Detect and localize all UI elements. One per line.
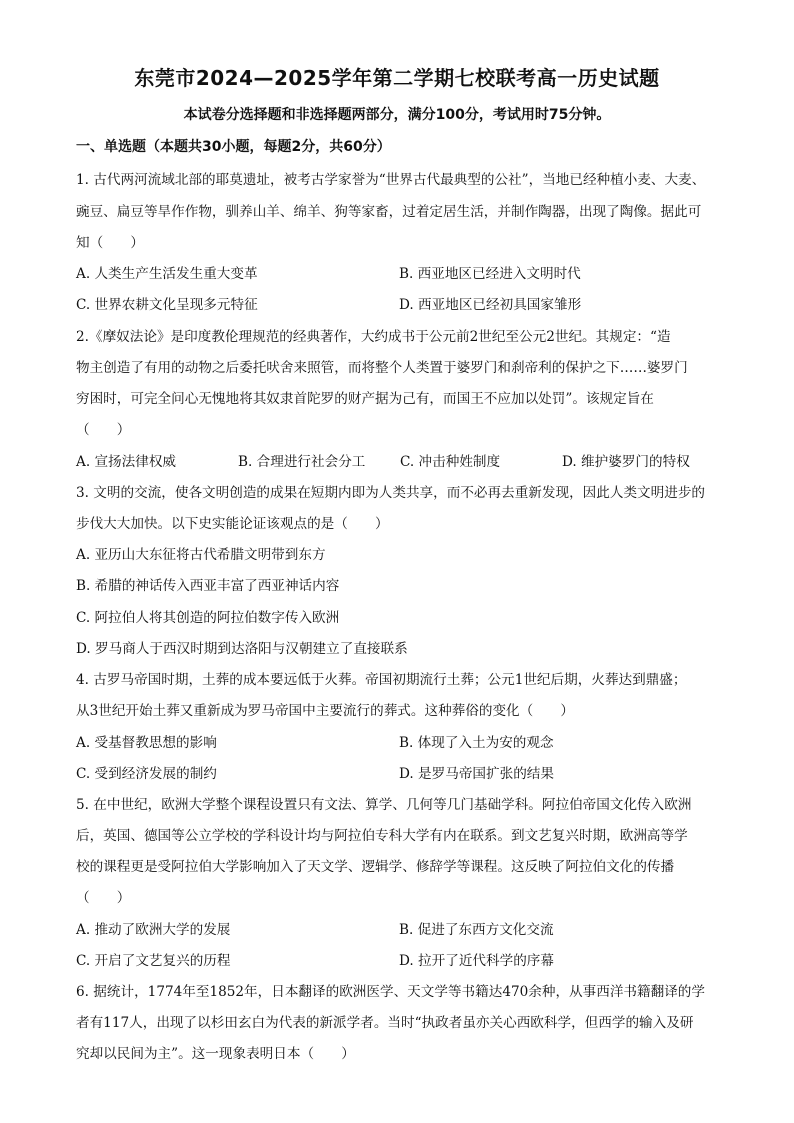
question-4-line-1: 4. 古罗马帝国时期，土葬的成本要远低于火葬。帝国初期流行土葬；公元1世纪后期，火葬达到鼎盛；: [76, 672, 687, 688]
question-2-line-4: （ ）: [76, 422, 131, 438]
question-3-option-d: D. 罗马商人于西汉时期到达洛阳与汉朝建立了直接联系: [76, 641, 408, 657]
question-2-option-a: A. 宣扬法律权威: [76, 454, 177, 470]
question-1-line-2: 豌豆、扁豆等旱作作物，驯养山羊、绵羊、狗等家畜，过着定居生活，并制作陶器，出现了陶像。据此可: [76, 204, 702, 220]
question-5-option-a: A. 推动了欧洲大学的发展: [76, 922, 231, 938]
question-4-option-c: C. 受到经济发展的制约: [76, 766, 217, 782]
question-5-line-3: 校的课程更是受阿拉伯大学影响加入了天文学、逻辑学、修辞学等课程。这反映了阿拉伯文化的传播: [76, 859, 675, 875]
question-1-line-3: 知（ ）: [76, 235, 144, 251]
question-5-line-4: （ ）: [76, 890, 131, 906]
question-2-line-1: 2.《摩奴法论》是印度教伦理规范的经典著作，大约成书于公元前2世纪至公元2世纪。其规定：“造: [76, 329, 671, 345]
question-6-line-3: 究却以民间为主”。这一现象表明日本（ ）: [76, 1046, 355, 1062]
question-4-option-b: B. 体现了入土为安的观念: [399, 735, 554, 751]
exam-title: 东莞市2024—2025学年第二学期七校联考高一历史试题: [134, 66, 660, 90]
question-5-option-d: D. 拉开了近代科学的序幕: [399, 953, 554, 969]
exam-instructions: 本试卷分选择题和非选择题两部分，满分100分，考试用时75分钟。: [183, 107, 611, 123]
question-4-line-2: 从3世纪开始土葬又重新成为罗马帝国中主要流行的葬式。这种葬俗的变化（ ）: [76, 703, 575, 719]
question-3-option-b: B. 希腊的神话传入西亚丰富了西亚神话内容: [76, 578, 340, 594]
question-2-option-c: C. 冲击种姓制度: [400, 454, 501, 470]
question-4-option-a: A. 受基督教思想的影响: [76, 735, 217, 751]
question-1-option-b: B. 西亚地区已经进入文明时代: [399, 266, 581, 282]
question-3-option-c: C. 阿拉伯人将其创造的阿拉伯数字传入欧洲: [76, 610, 340, 626]
question-1-option-c: C. 世界农耕文化呈现多元特征: [76, 297, 258, 313]
question-2-line-3: 穷困时，可完全问心无愧地将其奴隶首陀罗的财产据为己有，而国王不应加以处罚”。该规定旨在: [76, 391, 654, 407]
question-3-line-1: 3. 文明的交流，使各文明创造的成果在短期内即为人类共享，而不必再去重新发现，因此人类文明进步的: [76, 485, 706, 501]
question-4-option-d: D. 是罗马帝国扩张的结果: [399, 766, 554, 782]
section-heading: 一、单选题（本题共30小题，每题2分，共60分）: [76, 139, 391, 155]
question-3-line-2: 步伐大大加快。以下史实能论证该观点的是（ ）: [76, 516, 389, 532]
question-5-option-b: B. 促进了东西方文化交流: [399, 922, 554, 938]
question-2-option-b: B. 合理进行社会分工: [238, 454, 366, 470]
question-6-line-1: 6. 据统计，1774年至1852年，日本翻译的欧洲医学、天文学等书籍达470余种，从事西洋书籍翻译的学: [76, 984, 705, 1000]
question-1-option-d: D. 西亚地区已经初具国家雏形: [399, 297, 582, 313]
question-2-option-d: D. 维护婆罗门的特权: [562, 454, 690, 470]
question-2-line-2: 物主创造了有用的动物之后委托吠舍来照管，而将整个人类置于婆罗门和刹帝利的保护之下……婆罗门: [76, 360, 688, 376]
question-5-line-2: 后，英国、德国等公立学校的学科设计均与阿拉伯专科大学有内在联系。到文艺复兴时期，欧洲高等学: [76, 828, 688, 844]
question-3-option-a: A. 亚历山大东征将古代希腊文明带到东方: [76, 547, 326, 563]
question-1-option-a: A. 人类生产生活发生重大变革: [76, 266, 258, 282]
question-6-line-2: 者有117人，出现了以杉田玄白为代表的新派学者。当时“执政者虽亦关心西欧科学，但西学的输入及研: [76, 1015, 694, 1031]
question-5-option-c: C. 开启了文艺复兴的历程: [76, 953, 231, 969]
question-1-line-1: 1. 古代两河流域北部的耶莫遗址，被考古学家誉为“世界古代最典型的公社”，当地已经种植小麦、大麦、: [76, 172, 706, 188]
question-5-line-1: 5. 在中世纪，欧洲大学整个课程设置只有文法、算学、几何等几门基础学科。阿拉伯帝国文化传入欧洲: [76, 797, 692, 813]
